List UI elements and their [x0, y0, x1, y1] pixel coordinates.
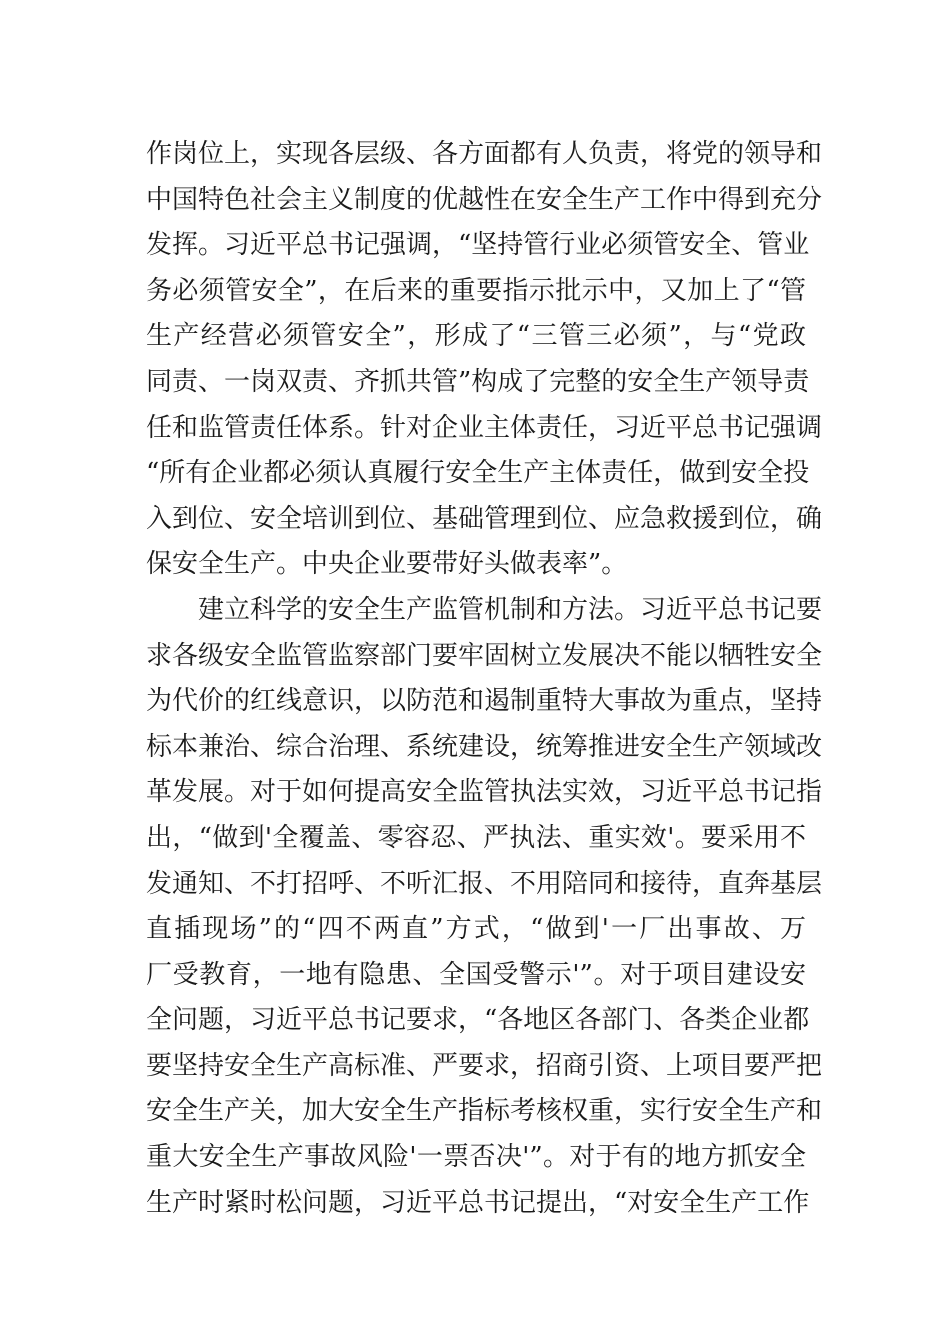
text-line: 入到位、安全培训到位、基础管理到位、应急救援到位，确 — [146, 503, 823, 534]
paragraph-first-line: 建立科学的安全生产监管机制和方法。习近平总书记要 — [198, 594, 823, 625]
text-line: 发通知、不打招呼、不听汇报、不用陪同和接待，直奔基层 — [146, 868, 823, 899]
text-line: “所有企业都必须认真履行安全生产主体责任，做到安全投 — [146, 458, 810, 489]
text-line: 生产经营必须管安全”，形成了“三管三必须”，与“党政 — [146, 321, 806, 352]
text-line: 作岗位上，实现各层级、各方面都有人负责，将党的领导和 — [146, 139, 823, 169]
text-line: 标本兼治、综合治理、系统建设，统筹推进安全生产领域改 — [146, 731, 823, 762]
text-line: 全问题，习近平总书记要求，“各地区各部门、各类企业都 — [146, 1005, 810, 1036]
text-line: 为代价的红线意识，以防范和遏制重特大事故为重点，坚持 — [146, 686, 823, 717]
text-line: 生产时紧时松问题，习近平总书记提出，“对安全生产工作 — [146, 1187, 810, 1218]
text-line: 中国特色社会主义制度的优越性在安全生产工作中得到充分 — [146, 184, 823, 215]
paragraph-end-line: 保安全生产。中央企业要带好头做表率”。 — [146, 549, 628, 580]
text-line: 安全生产关，加大安全生产指标考核权重，实行安全生产和 — [146, 1096, 823, 1127]
text-line: 厂受教育，一地有隐患、全国受警示'”。对于项目建设安 — [146, 959, 806, 990]
text-line: 直插现场”的“四不两直”方式，“做到'一厂出事故、万 — [146, 914, 806, 945]
text-line: 求各级安全监管监察部门要牢固树立发展决不能以牺牲安全 — [146, 640, 823, 671]
text-line: 同责、一岗双责、齐抓共管”构成了完整的安全生产领导责 — [146, 366, 810, 397]
text-line: 要坚持安全生产高标准、严要求，招商引资、上项目要严把 — [146, 1050, 823, 1081]
body-text — [146, 132, 823, 1226]
text-line: 发挥。习近平总书记强调，“坚持管行业必须管安全、管业 — [146, 230, 810, 261]
text-line: 务必须管安全”，在后来的重要指示批示中，又加上了“管 — [146, 275, 806, 306]
text-line: 重大安全生产事故风险'一票否决'”。对于有的地方抓安全 — [146, 1142, 806, 1173]
text-line: 革发展。对于如何提高安全监管执法实效，习近平总书记指 — [146, 777, 823, 808]
text-line: 出，“做到'全覆盖、零容忍、严执法、重实效'。要采用不 — [146, 822, 806, 853]
text-line: 任和监管责任体系。针对企业主体责任，习近平总书记强调 — [146, 412, 823, 443]
